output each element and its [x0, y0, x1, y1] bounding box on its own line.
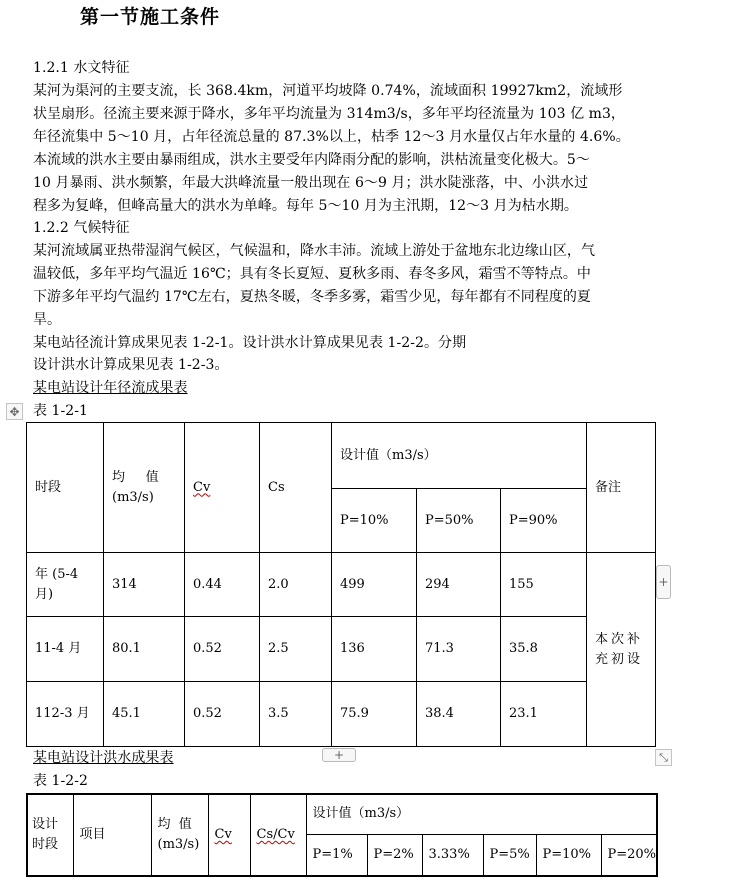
- table1-label: 表 1-2-1: [33, 403, 88, 419]
- cell-cv: 0.52: [185, 682, 260, 747]
- paragraph-line: 温较低，多年平均气温近 16℃；具有冬长夏短、夏秋多雨、春冬多风，霜雪不等特点。中: [33, 266, 591, 282]
- header-p333: 3.33%: [422, 834, 483, 876]
- cell-cs: 3.5: [260, 682, 332, 747]
- header-p50: P=50%: [417, 489, 501, 553]
- table1-caption: 某电站设计年径流成果表: [33, 380, 188, 396]
- header-cv-label: Cv: [193, 479, 211, 495]
- header-p2: P=2%: [367, 834, 422, 876]
- paragraph-line: 程多为复峰，但峰高量大的洪水为单峰。每年 5～10 月为主汛期，12～3 月为枯水期。: [33, 198, 578, 214]
- header-p10: P=10%: [332, 489, 417, 553]
- header-cv: [185, 423, 260, 553]
- header-p1: P=1%: [306, 834, 367, 876]
- cell-period: 112-3 月: [27, 682, 104, 747]
- header-cs-cv-label: Cs/Cv: [256, 827, 295, 842]
- header-mean: [151, 794, 208, 876]
- cell-p50: 71.3: [417, 617, 501, 682]
- header-p90: P=90%: [501, 489, 587, 553]
- add-column-icon[interactable]: +: [656, 565, 671, 599]
- paragraph-line: 状呈扇形。径流主要来源于降水，多年平均流量为 314m3/s，多年平均径流量为 103 亿 m3，: [33, 106, 625, 122]
- cell-mean: 45.1: [104, 682, 185, 747]
- cell-cs: 2.0: [260, 553, 332, 617]
- add-row-icon[interactable]: +: [322, 748, 356, 762]
- paragraph-line: 设计洪水计算成果见表 1-2-3。: [33, 357, 229, 373]
- cell-mean: 314: [104, 553, 185, 617]
- header-cv-label: Cv: [214, 827, 232, 842]
- subsection-heading-hydrology: 1.2.1 水文特征: [33, 60, 130, 76]
- header-mean: [104, 423, 185, 553]
- header-p5: P=5%: [483, 834, 536, 876]
- header-mean-label: 均 值: [112, 469, 159, 485]
- section-title: 第一节施工条件: [80, 6, 221, 28]
- header-item: 项目: [73, 794, 151, 876]
- header-mean-label: 均 值: [157, 817, 192, 832]
- cell-period: 年 (5-4 月): [27, 553, 104, 617]
- header-cv: [208, 794, 250, 876]
- paragraph-line: 旱。: [33, 312, 62, 328]
- paragraph-line: 某河为渠河的主要支流，长 368.4km，河道平均坡降 0.74%，流域面积 19927km2，流域形: [33, 83, 623, 99]
- cell-cv: 0.52: [185, 617, 260, 682]
- cell-p90: 35.8: [501, 617, 587, 682]
- paragraph-line: 年径流集中 5～10 月，占年径流总量的 87.3%以上，枯季 12～3 月水量仅占年水量的 4.6%。: [33, 129, 630, 145]
- header-p10: P=10%: [536, 834, 601, 876]
- cell-cs: 2.5: [260, 617, 332, 682]
- cell-p10: 75.9: [332, 682, 417, 747]
- cell-p90: 155: [501, 553, 587, 617]
- paragraph-line: 下游多年平均气温约 17℃左右，夏热冬暖，冬季多雾，霜雪少见，每年都有不同程度的夏: [33, 289, 591, 305]
- header-design-values: 设计值（m3/s）: [306, 794, 657, 834]
- header-cs-cv: [250, 794, 306, 876]
- cell-mean: 80.1: [104, 617, 185, 682]
- header-mean-unit: (m3/s): [157, 837, 200, 852]
- cell-period: 11-4 月: [27, 617, 104, 682]
- header-mean-unit: (m3/s): [112, 489, 154, 505]
- table-row: [27, 553, 656, 617]
- annual-runoff-table: [26, 422, 656, 747]
- cell-p90: 23.1: [501, 682, 587, 747]
- table2-label: 表 1-2-2: [33, 773, 88, 789]
- paragraph-line: 本流域的洪水主要由暴雨组成，洪水主要受年内降雨分配的影响，洪枯流量变化极大。5～: [33, 152, 590, 168]
- cell-cv: 0.44: [185, 553, 260, 617]
- cell-p10: 136: [332, 617, 417, 682]
- header-period: 时段: [27, 423, 104, 553]
- header-remark: 备注: [587, 423, 656, 553]
- header-design-period: 设计时段: [27, 794, 73, 876]
- header-p20: P=20%: [601, 834, 657, 876]
- cell-p10: 499: [332, 553, 417, 617]
- table-move-handle-icon[interactable]: ✥: [6, 403, 23, 420]
- cell-p50: 294: [417, 553, 501, 617]
- paragraph-line: 某电站径流计算成果见表 1-2-1。设计洪水计算成果见表 1-2-2。分期: [33, 335, 467, 351]
- design-flood-table: [26, 793, 658, 877]
- table2-caption: 某电站设计洪水成果表: [33, 750, 174, 766]
- table-row: [27, 682, 656, 747]
- paragraph-line: 某河流域属亚热带湿润气候区，气候温和，降水丰沛。流域上游处于盆地东北边缘山区，气: [33, 243, 595, 259]
- subsection-heading-climate: 1.2.2 气候特征: [33, 220, 130, 236]
- table-row: [27, 617, 656, 682]
- cell-p50: 38.4: [417, 682, 501, 747]
- header-design-values: 设计值（m3/s）: [332, 423, 587, 489]
- table-resize-icon[interactable]: ⤡: [655, 749, 672, 766]
- paragraph-line: 10 月暴雨、洪水频繁，年最大洪峰流量一般出现在 6～9 月；洪水陡涨落，中、小洪水过: [33, 175, 589, 191]
- header-cs: Cs: [260, 423, 332, 553]
- cell-remark: 本次补充初设: [587, 553, 656, 747]
